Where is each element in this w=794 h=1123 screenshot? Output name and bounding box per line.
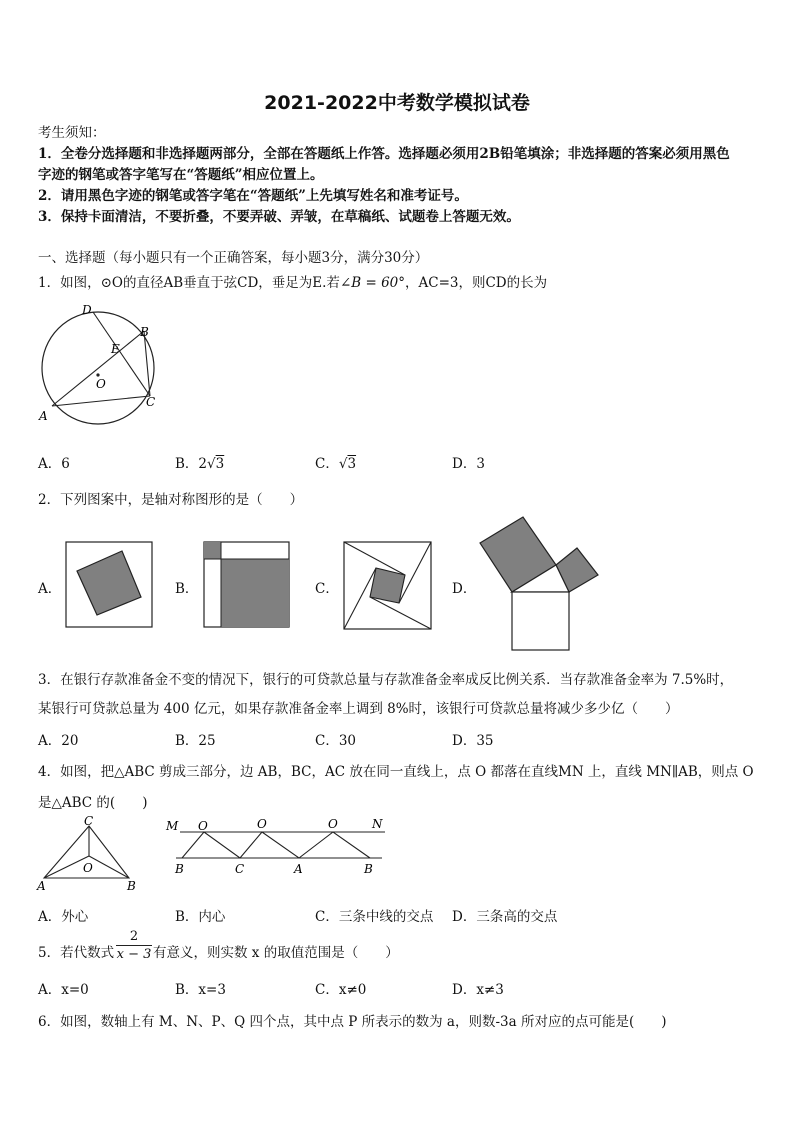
q1-label-d: D xyxy=(82,303,92,317)
q2-figure-c xyxy=(343,541,433,631)
q1-label-e: E xyxy=(111,342,120,356)
q4-stem-line2: 是△ABC 的( ) xyxy=(38,795,148,811)
q2-option-d[interactable]: D． xyxy=(452,581,477,597)
section-heading: 一、选择题（每小题只有一个正确答案，每小题3分，满分30分） xyxy=(38,250,429,266)
q4-label-a1: A xyxy=(294,862,303,876)
q1-option-d[interactable]: D．3 xyxy=(452,456,485,472)
notice-item-3: 3．保持卡面清洁，不要折叠，不要弄破、弄皱，在草稿纸、试题卷上答题无效。 xyxy=(38,209,520,225)
q3-option-b[interactable]: B．25 xyxy=(175,733,216,749)
q2-figure-a xyxy=(65,541,155,629)
q2-stem: 2．下列图案中，是轴对称图形的是（ ） xyxy=(38,492,304,508)
q5-option-a[interactable]: A．x=0 xyxy=(38,982,89,998)
q5-numerator: 2 xyxy=(116,929,152,946)
q1-text-a: 1．如图，⊙O的直径AB垂直于弦CD，垂足为E.若 xyxy=(38,275,340,291)
q3-stem-line2: 某银行可贷款总量为 400 亿元，如果存款准备金率上调到 8%时，该银行可贷款总量将减少多少亿（ ） xyxy=(38,701,679,717)
q2-figure-d xyxy=(478,515,603,655)
q1-angle: ∠B = 60° xyxy=(339,275,405,291)
q4-label-a: A xyxy=(37,879,46,893)
q1-stem xyxy=(38,271,547,291)
q4-label-b2: B xyxy=(364,862,373,876)
q4-line-figure xyxy=(160,813,392,879)
q1-option-b[interactable]: B．2√3 xyxy=(175,456,225,472)
q1-option-a[interactable]: A．6 xyxy=(38,456,70,472)
q4-label-b1: B xyxy=(175,862,184,876)
sqrt-icon: √ xyxy=(207,456,216,472)
notice-item-2: 2．请用黑色字迹的钢笔或答字笔在“答题纸”上先填写姓名和准考证号。 xyxy=(38,188,468,204)
q4-label-n: N xyxy=(372,817,383,831)
q4-label-o1: O xyxy=(198,819,208,833)
q1-text-b: ，AC=3，则CD的长为 xyxy=(405,275,548,291)
q4-label-c: C xyxy=(84,814,94,828)
q4-option-d[interactable]: D．三条高的交点 xyxy=(452,909,558,925)
q4-option-b[interactable]: B．内心 xyxy=(175,909,226,925)
q4-label-o: O xyxy=(83,861,93,875)
q1-label-b: B xyxy=(140,325,149,339)
q1-label-c: C xyxy=(146,395,156,409)
notice-item-1: 1．全卷分选择题和非选择题两部分，全部在答题纸上作答。选择题必须用2B铅笔填涂；非选择题的答案必须用黑色 xyxy=(38,146,730,162)
q5-option-d[interactable]: D．x≠3 xyxy=(452,982,504,998)
q2-option-b[interactable]: B． xyxy=(175,581,199,597)
q1-label-a: A xyxy=(39,409,48,423)
q3-option-c[interactable]: C．30 xyxy=(315,733,357,749)
q2-option-a[interactable]: A． xyxy=(38,581,62,597)
q4-label-c1: C xyxy=(235,862,245,876)
q3-option-d[interactable]: D．35 xyxy=(452,733,494,749)
q6-stem: 6．如图，数轴上有 M、N、P、Q 四个点，其中点 P 所表示的数为 a，则数-3a 所对应的点可能是( ) xyxy=(38,1014,667,1030)
q5-fraction xyxy=(116,929,152,963)
q1-label-o: O xyxy=(96,377,106,391)
q1-option-c[interactable]: C．√3 xyxy=(315,456,357,472)
notice-item-1-cont: 字迹的钢笔或答字笔写在“答题纸”相应位置上。 xyxy=(38,167,324,183)
q2-option-c[interactable]: C． xyxy=(315,581,339,597)
notice-heading: 考生须知： xyxy=(38,125,106,141)
q5-text-b: 有意义，则实数 x 的取值范围是（ ） xyxy=(153,945,399,961)
q5-option-c[interactable]: C．x≠0 xyxy=(315,982,367,998)
sqrt-icon: √ xyxy=(338,456,348,472)
q4-label-b: B xyxy=(127,879,136,893)
q3-stem-line1: 3．在银行存款准备金不变的情况下，银行的可贷款总量与存款准备金率成反比例关系．当存款准备金率为 7.5%时， xyxy=(38,672,734,688)
exam-title: 2021-2022中考数学模拟试卷 xyxy=(264,92,530,114)
q4-label-o2: O xyxy=(257,817,267,831)
q5-option-b[interactable]: B．x=3 xyxy=(175,982,226,998)
q5-text-a: 5．若代数式 xyxy=(38,945,115,961)
q4-label-m: M xyxy=(166,819,179,833)
q4-stem-line1: 4．如图，把△ABC 剪成三部分，边 AB，BC，AC 放在同一直线上，点 O 都落在直线MN 上，直线 MN∥AB，则点 O xyxy=(38,764,754,780)
q5-denominator: x − 3 xyxy=(116,947,152,962)
q4-triangle-figure xyxy=(34,813,146,895)
q3-option-a[interactable]: A．20 xyxy=(38,733,79,749)
q1-circle-figure xyxy=(30,298,170,428)
q2-figure-b xyxy=(203,541,291,629)
q4-option-c[interactable]: C．三条中线的交点 xyxy=(315,909,434,925)
q4-option-a[interactable]: A．外心 xyxy=(38,909,89,925)
q4-label-o3: O xyxy=(328,817,338,831)
